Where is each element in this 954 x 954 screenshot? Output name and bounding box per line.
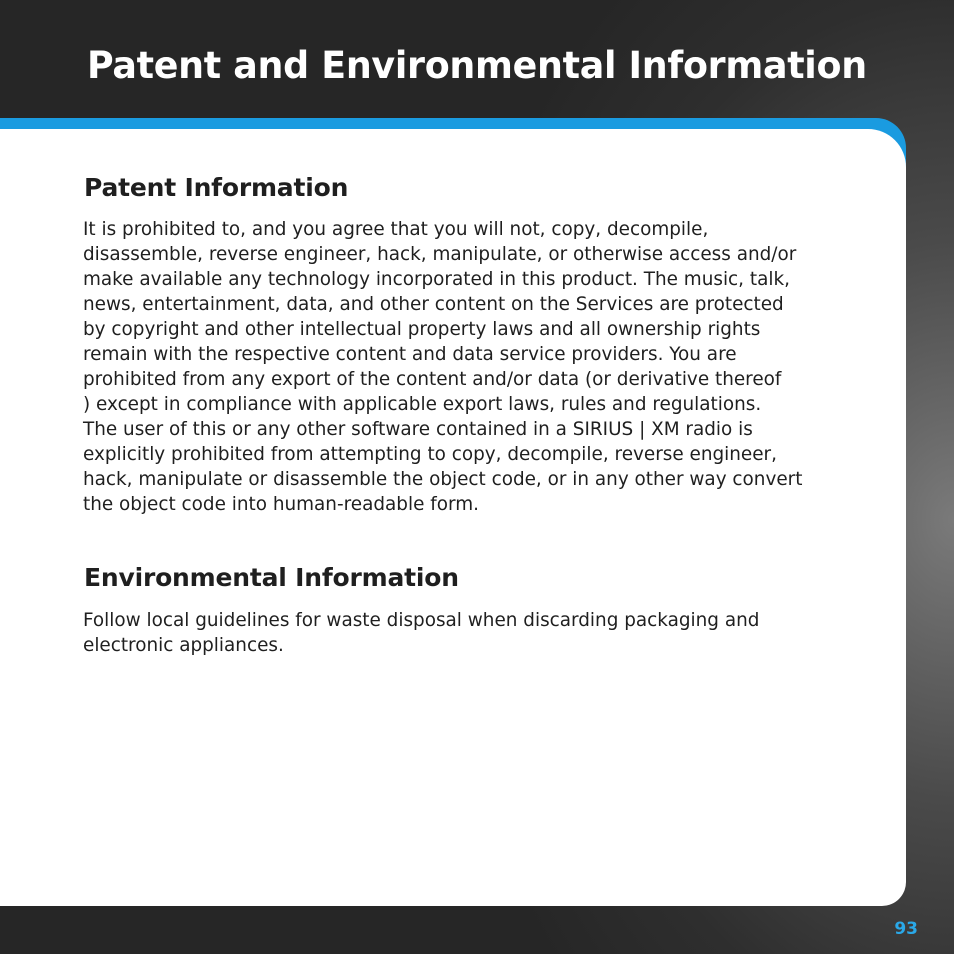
body-line: Follow local guidelines for waste disposal when discarding packaging and [83,610,760,631]
environmental-information-heading: Environmental Information [84,563,459,592]
patent-information-body [83,217,873,517]
body-line: The user of this or any other software contained in a SIRIUS | XM radio is [83,419,753,440]
environmental-information-body [83,608,873,658]
page-number: 93 [894,919,918,939]
body-line: make available any technology incorporated in this product. The music, talk, [83,269,790,290]
page-title: Patent and Environmental Information [87,44,867,87]
body-line: ) except in compliance with applicable export laws, rules and regulations. [83,394,762,415]
body-line: by copyright and other intellectual property laws and all ownership rights [83,319,761,340]
body-line: hack, manipulate or disassemble the object code, or in any other way convert [83,469,803,490]
body-line: It is prohibited to, and you agree that you will not, copy, decompile, [83,219,709,240]
body-line: electronic appliances. [83,635,284,656]
body-line: news, entertainment, data, and other content on the Services are protected [83,294,784,315]
body-line: disassemble, reverse engineer, hack, manipulate, or otherwise access and/or [83,244,797,265]
body-line: the object code into human-readable form. [83,494,479,515]
content-panel [0,129,906,906]
body-line: explicitly prohibited from attempting to copy, decompile, reverse engineer, [83,444,777,465]
body-line: prohibited from any export of the content and/or data (or derivative thereof [83,369,782,390]
body-line: remain with the respective content and data service providers. You are [83,344,737,365]
patent-information-heading: Patent Information [84,173,349,202]
